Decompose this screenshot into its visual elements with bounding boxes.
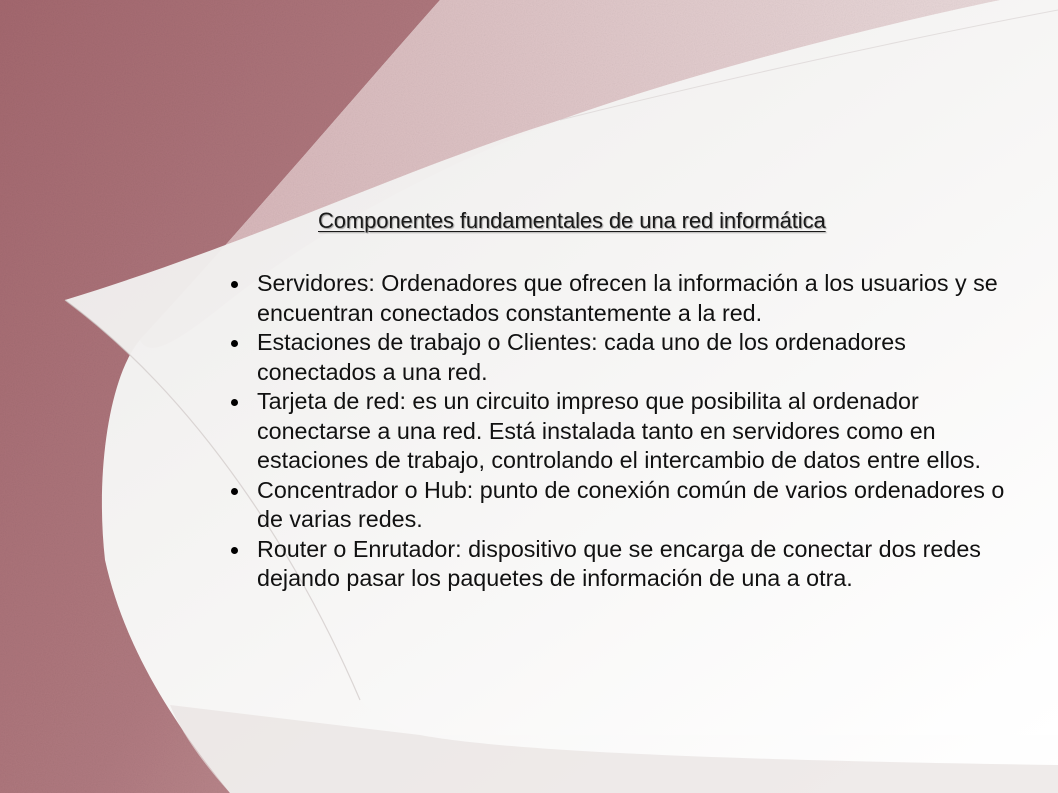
bullet-dot-icon — [231, 281, 238, 288]
bullet-text: Router o Enrutador: dispositivo que se encarga de conectar dos redes dejando pasar los paquetes de información de una a otra. — [257, 535, 981, 591]
bullet-text: Concentrador o Hub: punto de conexión común de varios ordenadores o de varias redes. — [257, 476, 1005, 532]
bullet-text: Servidores: Ordenadores que ofrecen la información a los usuarios y se encuentran conectados constantemente a la red. — [257, 270, 998, 326]
bullet-dot-icon — [231, 399, 238, 406]
slide-title: Componentes fundamentales de una red informática — [318, 208, 826, 233]
bullet-item-tarjeta — [257, 387, 1027, 476]
bullet-item-router — [257, 535, 1027, 594]
bullet-dot-icon — [231, 547, 238, 554]
bullet-list — [257, 269, 1027, 594]
bullet-dot-icon — [231, 340, 238, 347]
bullet-item-servidores — [257, 269, 1027, 328]
bullet-dot-icon — [231, 488, 238, 495]
bullet-item-estaciones — [257, 328, 1027, 387]
bullet-text: Estaciones de trabajo o Clientes: cada uno de los ordenadores conectados a una red. — [257, 329, 906, 385]
bullet-item-concentrador — [257, 476, 1027, 535]
bullet-text: Tarjeta de red: es un circuito impreso que posibilita al ordenador conectarse a una red. Está instalada tanto en servidores como en estaciones de trabajo, controlando el intercambio de datos entre ellos. — [257, 388, 981, 473]
